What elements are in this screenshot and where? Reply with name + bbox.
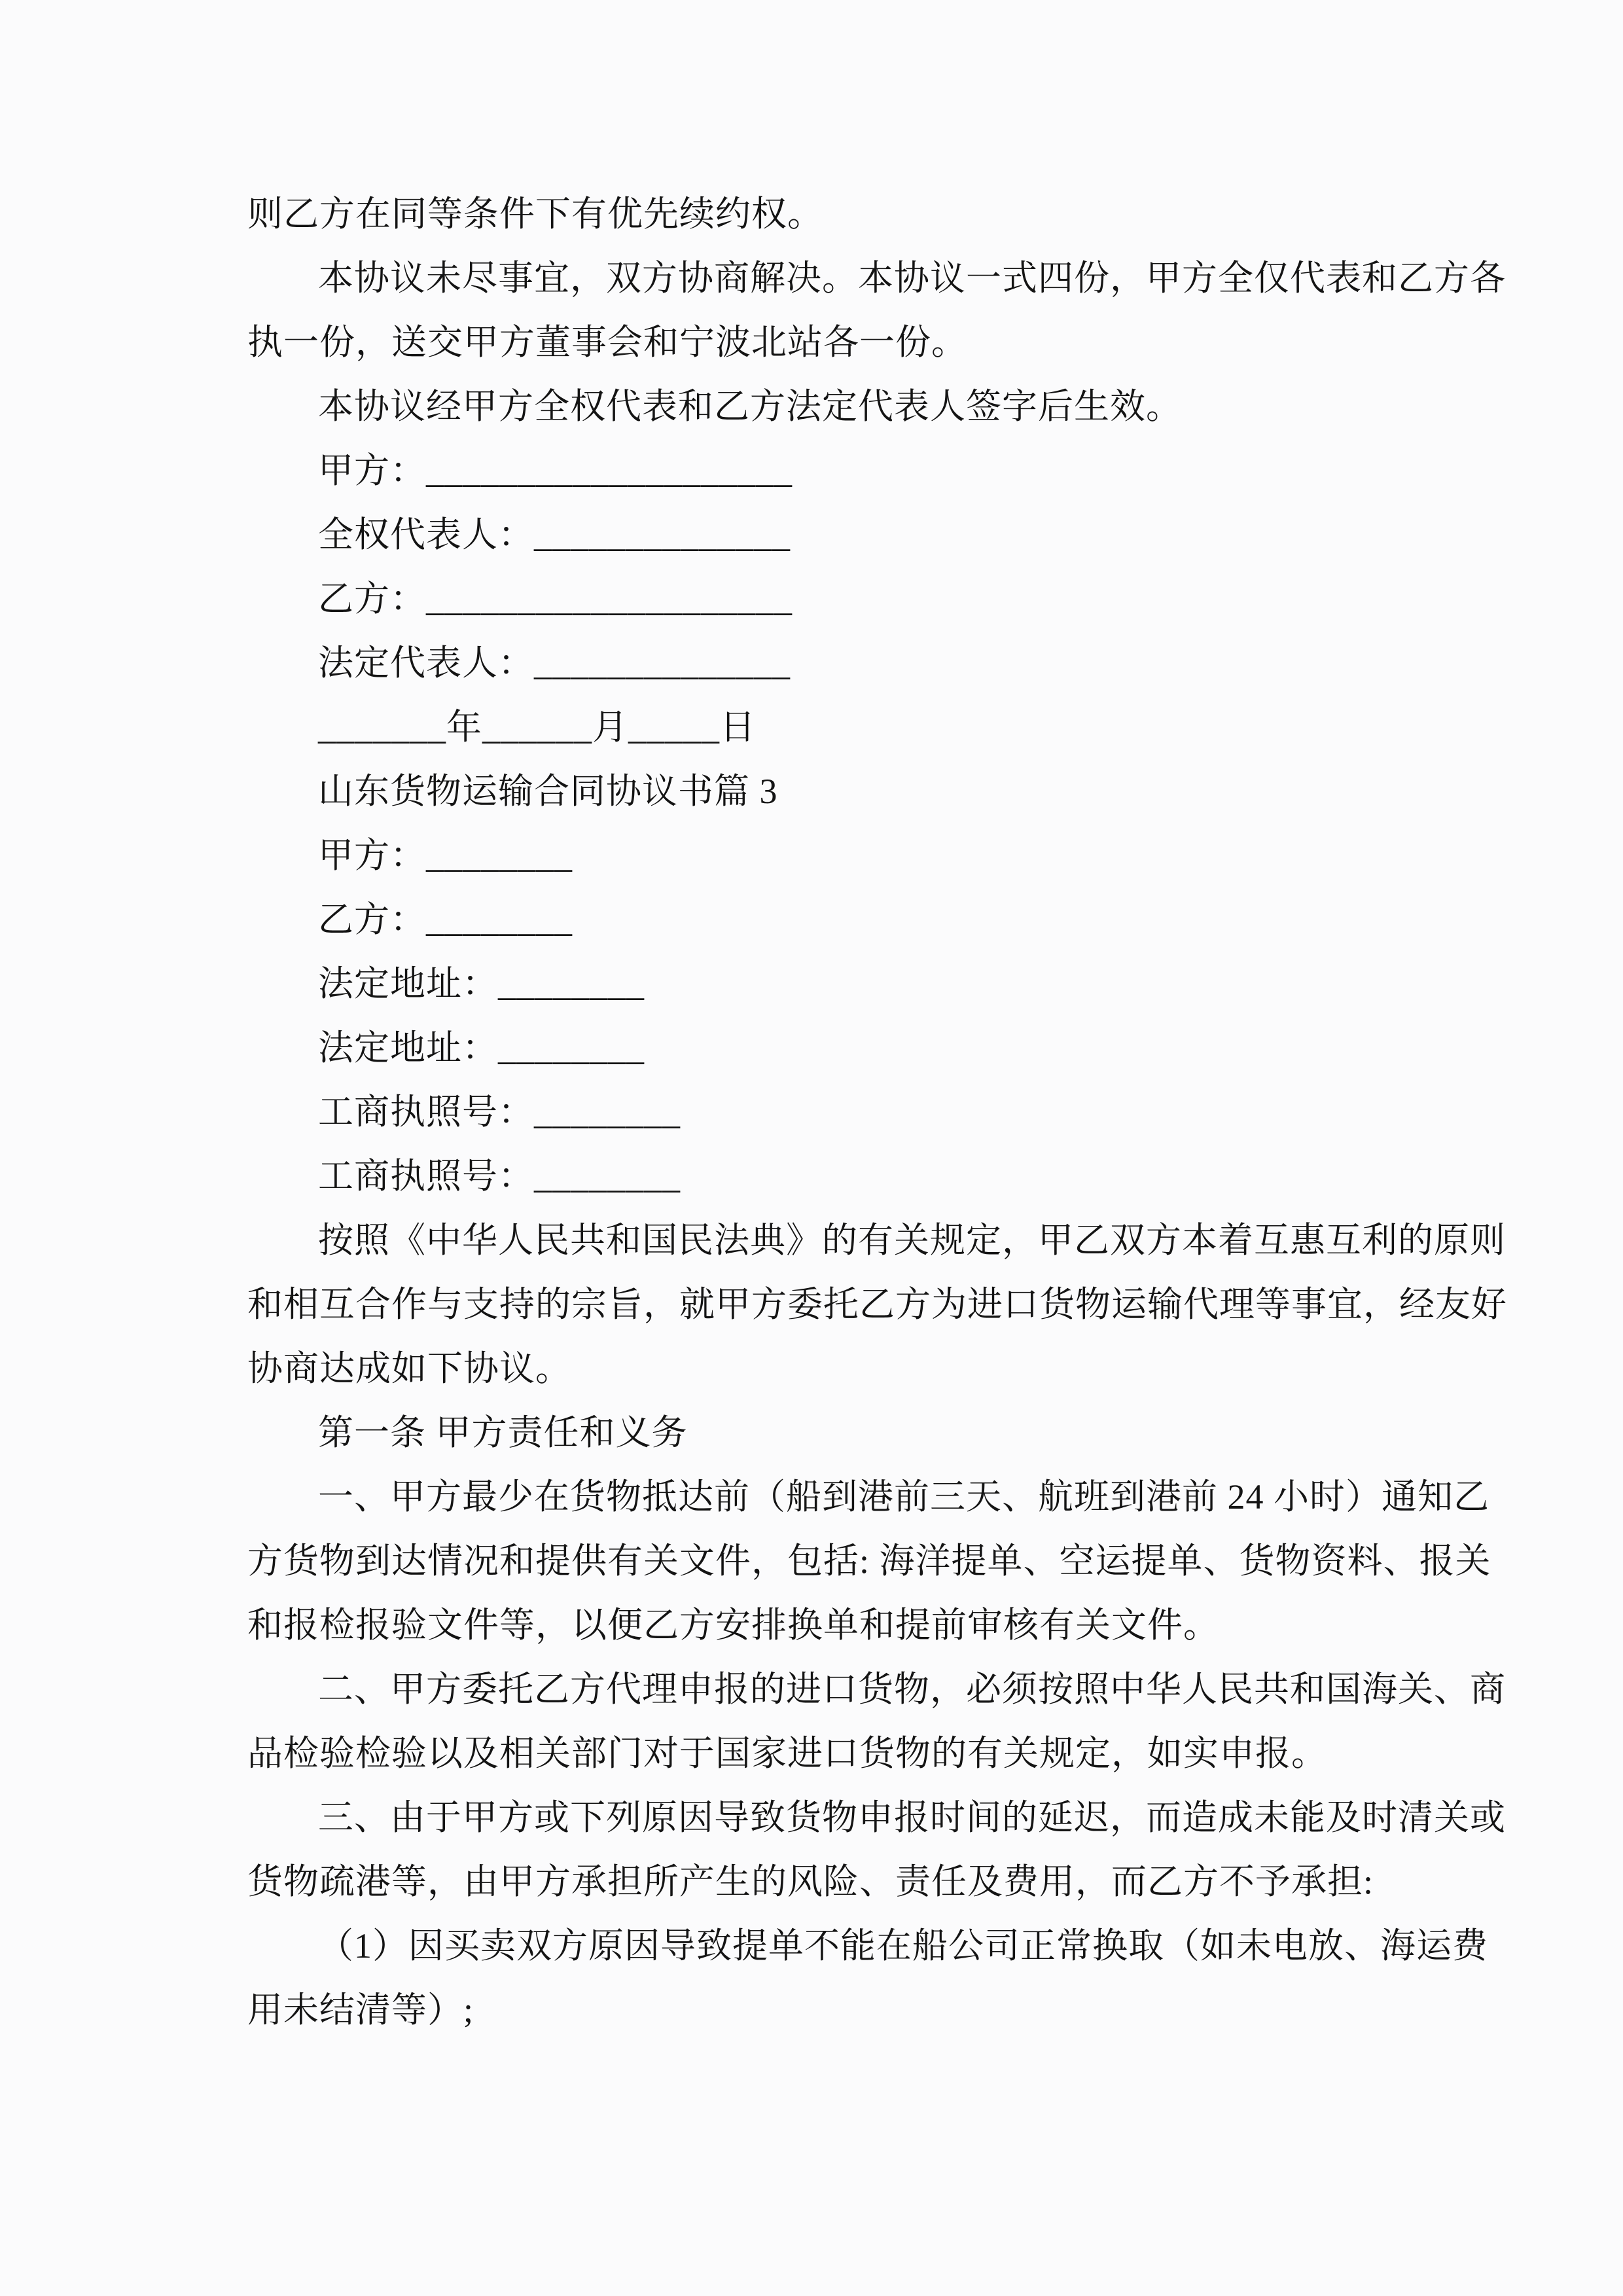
date-line: _______年______月_____日 [318,708,756,747]
text-line: 货物疏港等，由甲方承担所产生的风险、责任及费用，而乙方不予承担: [247,1862,1374,1901]
text-line: 本协议经甲方全权代表和乙方法定代表人签字后生效。 [318,387,1182,426]
text-line: 一、甲方最少在货物抵达前（船到港前三天、航班到港前 24 小时）通知乙 [318,1477,1489,1516]
form-line-party-a: 甲方：____________________ [318,451,793,490]
text-line: 三、由于甲方或下列原因导致货物申报时间的延迟，而造成未能及时清关或 [318,1798,1506,1837]
document-body [247,182,1507,2042]
text-line: 用未结清等）; [247,1990,474,2030]
form-line-party-a: 甲方：________ [318,836,573,875]
form-line-address: 法定地址：________ [318,964,645,1003]
text-line: 本协议未尽事宜，双方协商解决。本协议一式四份，甲方全仅代表和乙方各 [318,259,1506,298]
text-line: （1）因买卖双方原因导致提单不能在船公司正常换取（如未电放、海运费 [318,1926,1488,1965]
text-line: 二、甲方委托乙方代理申报的进口货物，必须按照中华人民共和国海关、商 [318,1670,1506,1709]
form-line-party-b: 乙方：____________________ [318,579,793,619]
text-line: 品检验检验以及相关部门对于国家进口货物的有关规定，如实申报。 [247,1734,1327,1773]
form-line-party-b: 乙方：________ [318,900,573,939]
section-title-line: 山东货物运输合同协议书篇 3 [318,772,778,811]
form-line-rep-b: 法定代表人：______________ [318,643,791,683]
form-line-address: 法定地址：________ [318,1028,645,1067]
text-line: 协商达成如下协议。 [247,1349,571,1388]
form-line-license: 工商执照号：________ [318,1092,681,1132]
clause-heading-line: 第一条 甲方责任和义务 [318,1413,688,1452]
form-line-rep-a: 全权代表人：______________ [318,515,791,554]
text-line: 和相互合作与支持的宗旨，就甲方委托乙方为进口货物运输代理等事宜，经友好 [247,1285,1507,1324]
text-line: 方货物到达情况和提供有关文件，包括: 海洋提单、空运提单、货物资料、报关 [247,1541,1491,1581]
text-line: 执一份，送交甲方董事会和宁波北站各一份。 [247,323,967,362]
text-line: 则乙方在同等条件下有优先续约权。 [247,194,823,234]
text-line: 和报检报验文件等，以便乙方安排换单和提前审核有关文件。 [247,1605,1219,1645]
form-line-license: 工商执照号：________ [318,1157,681,1196]
text-line: 按照《中华人民共和国民法典》的有关规定，甲乙双方本着互惠互利的原则 [318,1221,1506,1260]
